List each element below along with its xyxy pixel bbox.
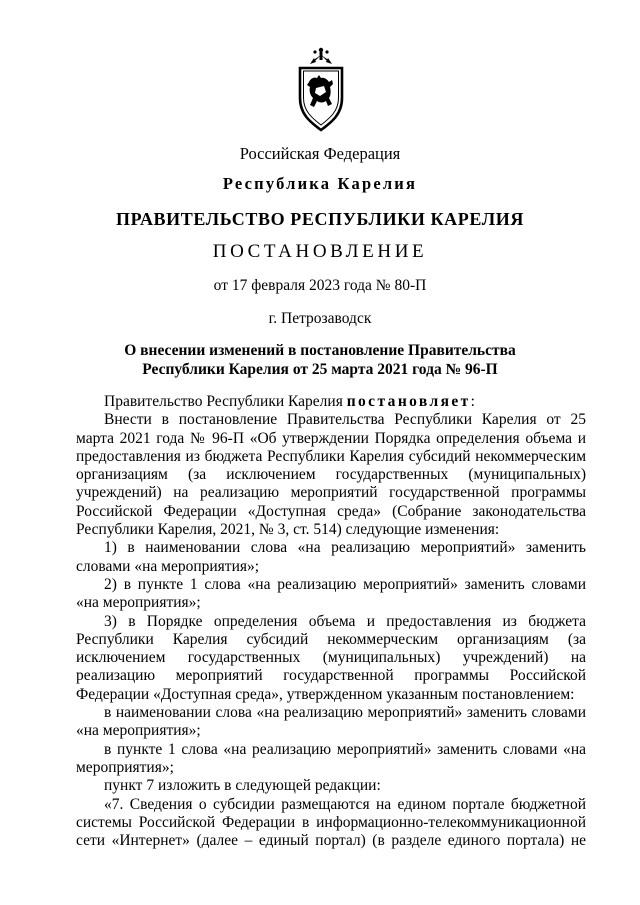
subject-line-2: Республики Карелия от 25 марта 2021 года № 96-П: [142, 361, 498, 378]
republic-name: Республика Карелия: [222, 174, 418, 193]
paragraph-point-1-change: в пункте 1 слова «на реализацию мероприятий» заменить словами «на мероприятия»;: [76, 740, 586, 776]
document-body: [76, 393, 586, 850]
paragraph-item-2: 2) в пункте 1 слова «на реализацию мероприятий» заменить словами «на мероприятия»;: [76, 575, 586, 612]
document-subject: [0, 341, 640, 379]
paragraph-main: Внести в постановление Правительства Республики Карелия от 25 марта 2021 года № 96-П «Об утверждении Порядка определения объема и предоставления из бюджета Республики Карелия субсидий некоммерческим организациям (за исключением государственных (муниципальных) учреждений) на реализацию мероприятий государственной программы Российской Федерации «Доступная среда» (Собрание законодательства Республики Карелия, 2021, № 3, ст. 514) следующие изменения:: [76, 411, 586, 539]
intro-suffix: :: [470, 393, 475, 410]
document-date-number: от 17 февраля 2023 года № 80-П: [213, 277, 427, 294]
country-name: Российская Федерация: [239, 144, 401, 163]
subject-line-1: О внесении изменений в постановление Правительства: [124, 342, 516, 359]
coat-of-arms-karelia-icon: [296, 46, 346, 132]
paragraph-name-change: в наименовании слова «на реализацию мероприятий» заменить словами «на мероприятия»;: [76, 704, 586, 740]
document-type: ПОСТАНОВЛЕНИЕ: [212, 241, 428, 262]
intro-decides: постановляет: [346, 393, 471, 410]
paragraph-point-7-text: «7. Сведения о субсидии размещаются на едином портале бюджетной системы Российской Федерации в информационно-телекоммуникационной сети «Интернет» (далее – единый портал) (в разделе единого портала) не: [76, 795, 586, 850]
intro-paragraph: [76, 393, 586, 411]
paragraph-point-7: пункт 7 изложить в следующей редакции:: [104, 777, 381, 795]
paragraph-item-3: 3) в Порядке определения объема и предоставления из бюджета Республики Карелия субсидий некоммерческим организациям (за исключением государственных (муниципальных) учреждений) на реализацию мероприятий государственной программы Российской Федерации «Доступная среда», утвержденном указанным постановлением:: [76, 612, 586, 703]
city: г. Петрозаводск: [268, 310, 372, 327]
government-title: ПРАВИТЕЛЬСТВО РЕСПУБЛИКИ КАРЕЛИЯ: [116, 209, 524, 229]
paragraph-item-1: 1) в наименовании слова «на реализацию мероприятий» заменить словами «на мероприятия»;: [76, 539, 586, 575]
intro-prefix: Правительство Республики Карелия: [104, 393, 347, 410]
